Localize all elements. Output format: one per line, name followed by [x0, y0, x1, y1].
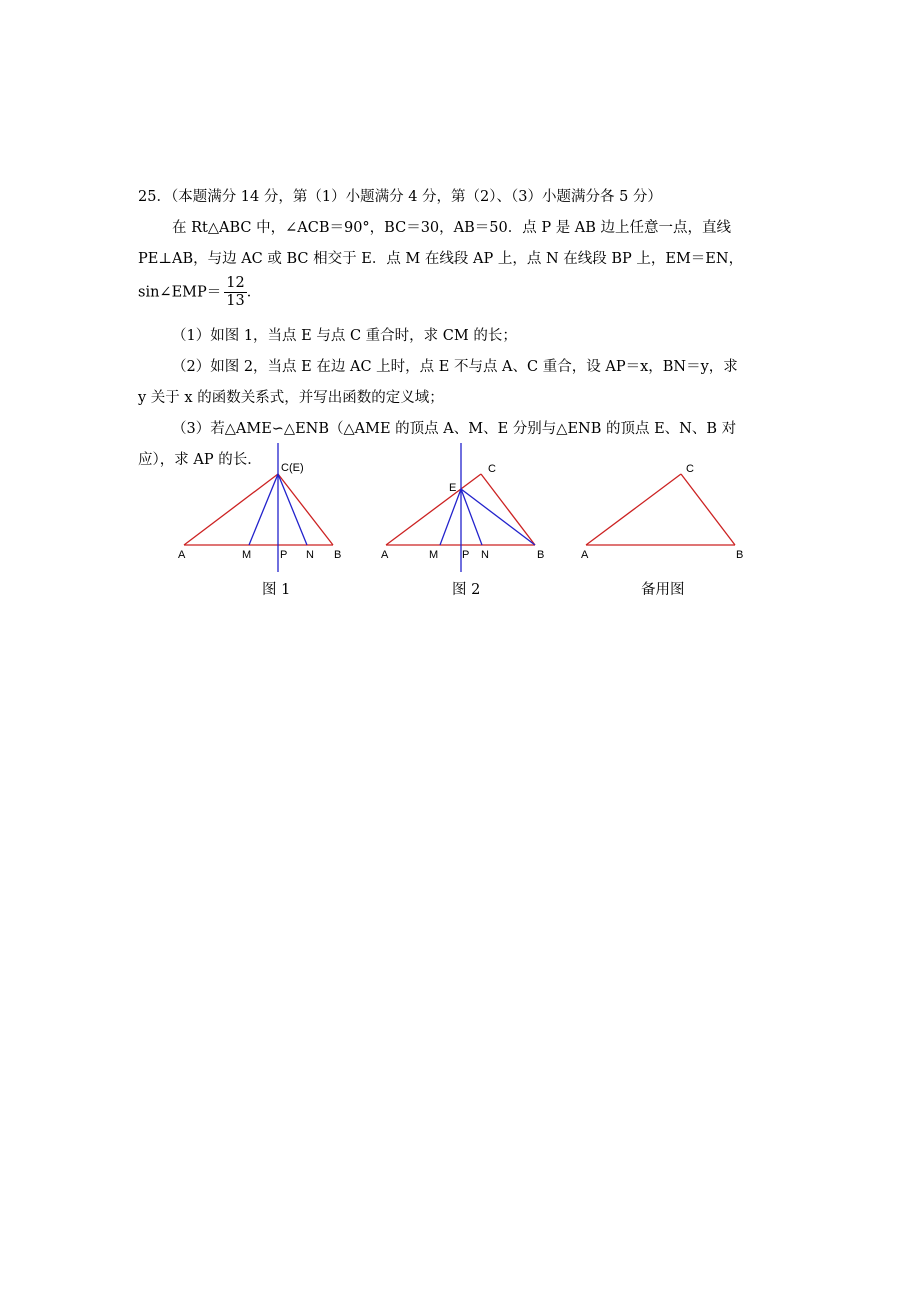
fig3-side-bc — [681, 474, 735, 545]
fig1-label-m: M — [242, 549, 252, 561]
question-1: （1）如图 1，当点 E 与点 C 重合时，求 CM 的长； — [172, 328, 517, 344]
fig1-side-bc — [278, 474, 333, 545]
question-3-line-1: （3）若△AME∽△ENB（△AME 的顶点 A、M、E 分别与△ENB 的顶点 E、N、B 对 — [172, 421, 737, 437]
question-2-line-1: （2）如图 2，当点 E 在边 AC 上时，点 E 不与点 A、C 重合，设 AP＝x，BN＝y，求 — [172, 359, 738, 375]
fig2-side-ac — [386, 474, 481, 545]
fig1-label-b: B — [334, 549, 342, 561]
figure-1 — [178, 443, 341, 572]
fig2-label-c: C — [488, 463, 496, 475]
fig1-label-p: P — [280, 549, 288, 561]
problem-25 — [138, 182, 778, 476]
fig1-label-ce: C(E) — [281, 462, 304, 474]
fig3-label-b: B — [736, 549, 744, 561]
fig2-label-m: M — [429, 549, 439, 561]
fig2-label-e: E — [449, 482, 457, 494]
sine-end: ． — [246, 284, 262, 301]
fig1-label-n: N — [306, 549, 314, 561]
figure-backup — [581, 463, 743, 561]
question-3-line-2: 应），求 AP 的长． — [138, 452, 262, 468]
fig3-label-c: C — [686, 463, 694, 475]
problem-intro-line-2: PE⊥AB，与边 AC 或 BC 相交于 E．点 M 在线段 AP 上，点 N 在线段 BP 上，EM＝EN， — [138, 251, 744, 267]
fig1-segment-cn — [278, 474, 307, 545]
fig3-caption: 备用图 — [641, 582, 685, 598]
fig3-label-a: A — [581, 549, 589, 561]
sine-label: sin∠EMP＝ — [138, 284, 222, 301]
fig2-caption: 图 2 — [452, 582, 481, 598]
problem-intro-line-1: 在 Rt△ABC 中，∠ACB＝90°，BC＝30，AB＝50．点 P 是 AB 边上任意一点，直线 — [172, 220, 732, 236]
fig2-label-n: N — [481, 549, 489, 561]
question-2-line-2: y 关于 x 的函数关系式，并写出函数的定义域； — [138, 390, 444, 406]
fig1-caption: 图 1 — [262, 582, 291, 598]
fig2-label-a: A — [381, 549, 389, 561]
fig1-label-a: A — [178, 549, 186, 561]
problem-header: 25．（本题满分 14 分，第（1）小题满分 4 分，第（2）、（3）小题满分各 5 分） — [138, 189, 662, 205]
fig2-label-p: P — [462, 549, 470, 561]
sine-condition — [138, 275, 778, 321]
fig3-side-ac — [586, 474, 681, 545]
sine-denominator: 13 — [226, 293, 245, 309]
sine-fraction — [224, 275, 246, 310]
fig2-label-b: B — [537, 549, 545, 561]
sine-numerator: 12 — [226, 275, 245, 291]
figure-2 — [381, 443, 544, 572]
